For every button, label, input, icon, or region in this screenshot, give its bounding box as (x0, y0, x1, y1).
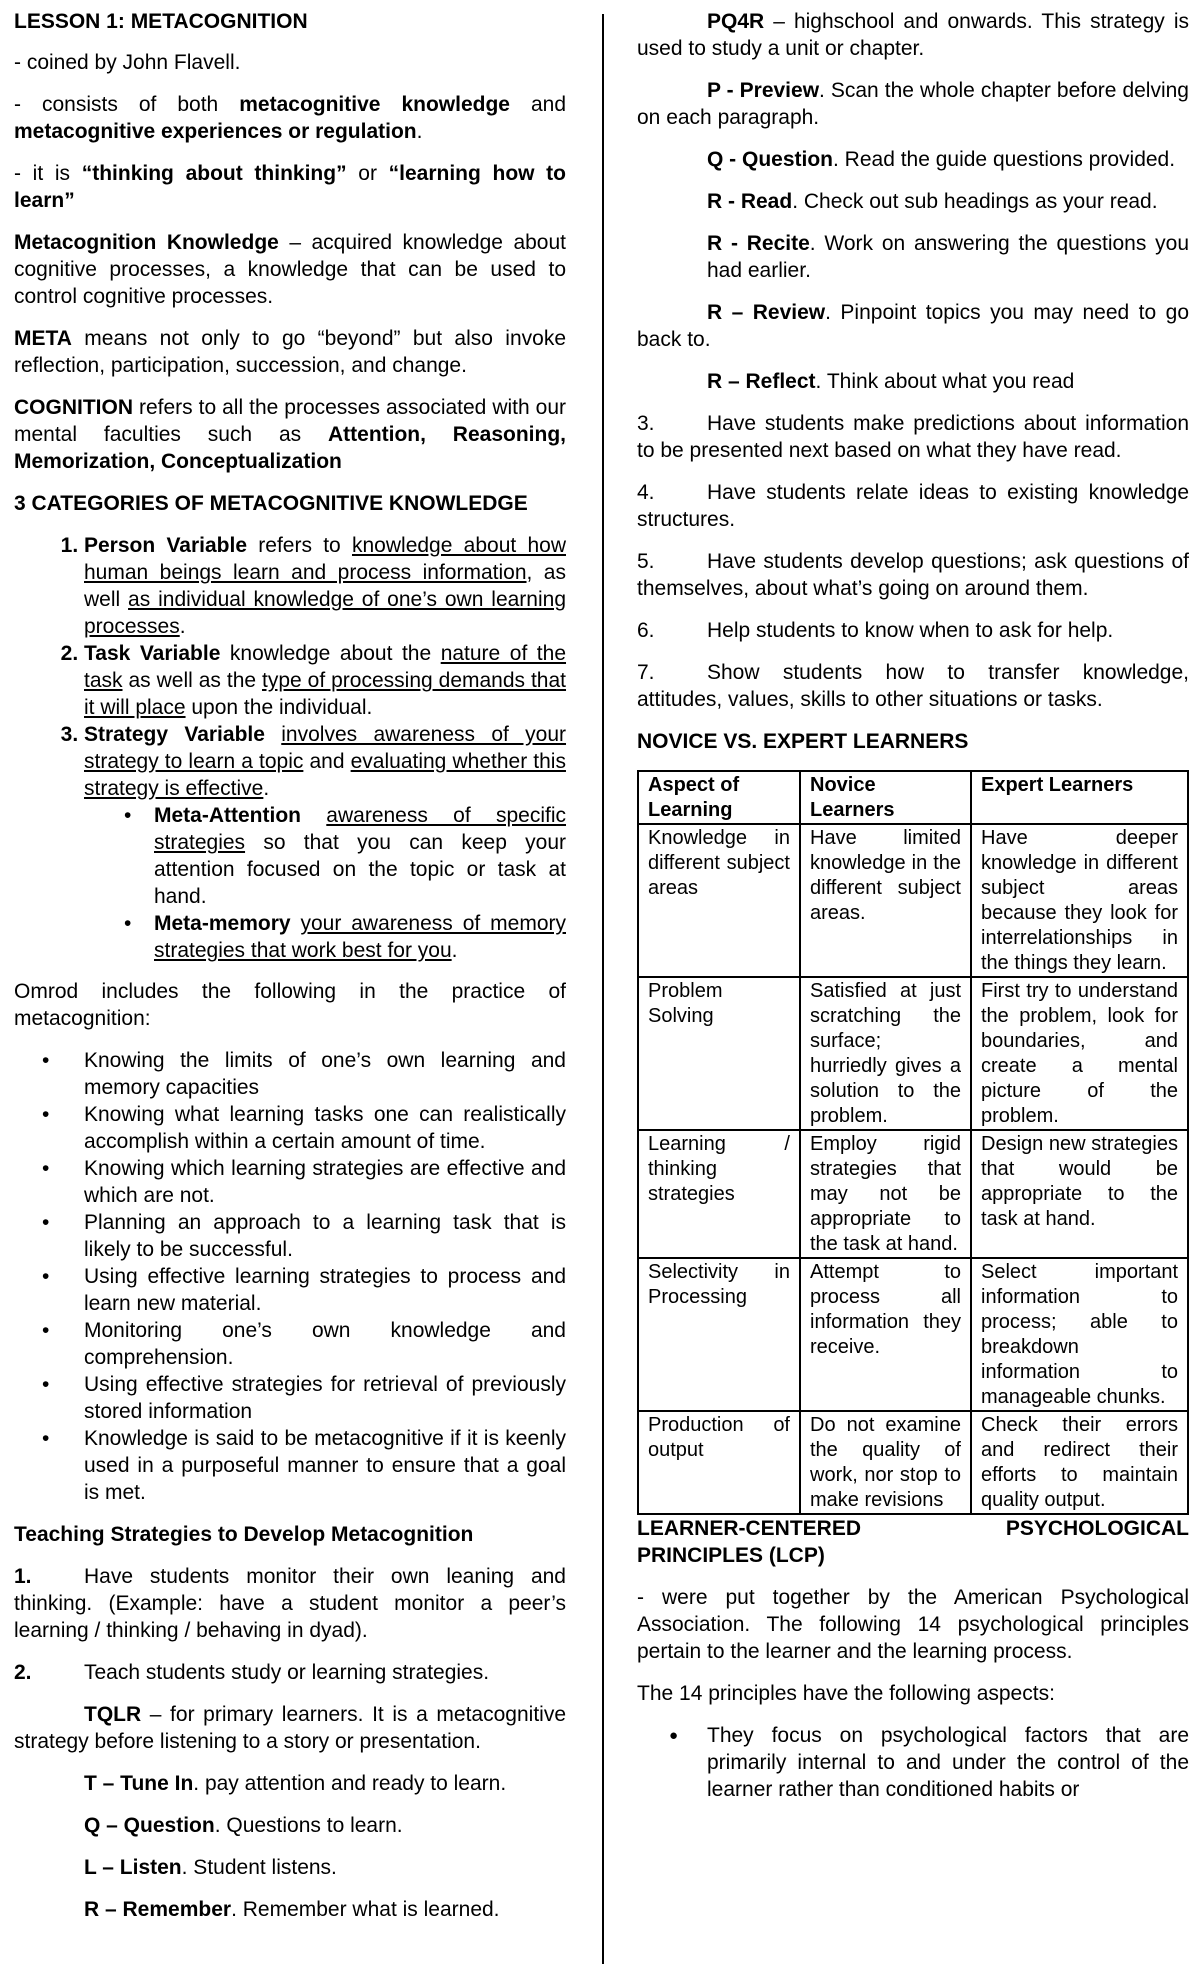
column-divider (602, 14, 604, 1964)
coined-line: - coined by John Flavell. (14, 51, 241, 74)
table-cell: Have deeper knowledge in different subject areas because they look for interrelationships in the things they learn. (971, 824, 1188, 977)
list-item: • Knowing the limits of one’s own learning and memory capacities (84, 1047, 566, 1101)
cognition-def: COGNITION refers to all the processes associated with our mental faculties such as Attention, Reasoning, Memorization, Conceptualization (14, 396, 566, 473)
pq4r-step-question: Q - Question. Read the guide questions provided. (707, 148, 1176, 171)
table-row (638, 1130, 1188, 1258)
metacognition-knowledge-def: Metacognition Knowledge – acquired knowledge about cognitive processes, a knowledge that can be used to control cognitive processes. (14, 231, 566, 308)
table-row (638, 1411, 1188, 1514)
meta-memory-item: • Meta-memory your awareness of memory strategies that work best for you. (154, 910, 566, 964)
table-header: Novice Learners (800, 771, 971, 824)
table-header-row (638, 771, 1188, 824)
consists-line: - consists of both metacognitive knowledge and metacognitive experiences or regulation. (14, 93, 567, 143)
pq4r-step-reflect: R – Reflect. Think about what you read (707, 370, 1075, 393)
list-item: • Using effective learning strategies to process and learn new material. (84, 1263, 566, 1317)
teaching-item-4: 4. Have students relate ideas to existing knowledge structures. (637, 481, 1189, 531)
category-task-variable: 2. Task Variable knowledge about the nature of the task as well as the type of processing demands that it will place upon the individual. (84, 640, 566, 721)
lcp-bullet-list (637, 1722, 1189, 1803)
table-cell: First try to understand the problem, look for boundaries, and create a mental picture of the problem. (971, 977, 1188, 1130)
table-cell: Attempt to process all information they receive. (800, 1258, 971, 1411)
table-cell: Problem Solving (638, 977, 800, 1130)
table-header: Aspect of Learning (638, 771, 800, 824)
table-row (638, 824, 1188, 977)
lcp-heading-cont: PRINCIPLES (LCP) (637, 1544, 825, 1567)
tqlr-def: TQLR – for primary learners. It is a metacognitive strategy before listening to a story or presentation. (14, 1703, 566, 1753)
category-strategy-variable: 3. Strategy Variable involves awareness of your strategy to learn a topic and evaluating whether this strategy is effective. • Meta-Attention awareness of specific strategies so that you can keep your attention focused on the topic or task at hand. • Meta-memory your awareness of memory strategies that work best for you. (84, 721, 566, 964)
omrod-intro: Omrod includes the following in the practice of metacognition: (14, 980, 566, 1030)
table-cell: Employ rigid strategies that may not be appropriate to the task at hand. (800, 1130, 971, 1258)
teaching-item-6: 6. Help students to know when to ask for help. (637, 619, 1114, 642)
category-person-variable: 1. Person Variable refers to knowledge about how human beings learn and process information, as well as individual knowledge of one’s own learning processes. (84, 532, 566, 640)
novice-expert-table (637, 770, 1189, 1515)
categories-list (14, 532, 566, 964)
table-cell: Production of output (638, 1411, 800, 1514)
list-item: • Knowing what learning tasks one can realistically accomplish within a certain amount of time. (84, 1101, 566, 1155)
table-cell: Have limited knowledge in the different subject areas. (800, 824, 971, 977)
list-item: • Using effective strategies for retrieval of previously stored information (84, 1371, 566, 1425)
tqlr-step: T – Tune In. pay attention and ready to learn. (84, 1772, 507, 1795)
tqlr-step: R – Remember. Remember what is learned. (84, 1898, 500, 1921)
left-column (14, 8, 566, 1938)
teaching-heading: Teaching Strategies to Develop Metacognition (14, 1523, 474, 1546)
list-item: • Knowing which learning strategies are effective and which are not. (84, 1155, 566, 1209)
table-cell: Check their errors and redirect their efforts to maintain quality output. (971, 1411, 1188, 1514)
tqlr-step: Q – Question. Questions to learn. (84, 1814, 403, 1837)
teaching-item-2: 2. Teach students study or learning strategies. (14, 1661, 490, 1684)
lesson-title: LESSON 1: METACOGNITION (14, 10, 308, 33)
table-header: Expert Learners (971, 771, 1188, 824)
novice-expert-heading: NOVICE VS. EXPERT LEARNERS (637, 730, 969, 753)
table-row (638, 1258, 1188, 1411)
pq4r-step-review: R – Review. Pinpoint topics you may need to go back to. (637, 301, 1189, 351)
list-item: ● They focus on psychological factors that are primarily internal to and under the control of the learner rather than conditioned habits or (707, 1722, 1189, 1803)
list-item: • Planning an approach to a learning task that is likely to be successful. (84, 1209, 566, 1263)
thinking-line: - it is “thinking about thinking” or “learning how to learn” (14, 162, 566, 212)
list-item: • Monitoring one’s own knowledge and comprehension. (84, 1317, 566, 1371)
tqlr-step: L – Listen. Student listens. (84, 1856, 337, 1879)
teaching-item-1: 1. Have students monitor their own leaning and thinking. (Example: have a student monitor a peer’s learning / thinking / behaving in dyad). (14, 1565, 566, 1642)
lcp-heading: LEARNER-CENTERED PSYCHOLOGICAL (637, 1517, 1189, 1540)
strategy-sublist (84, 802, 566, 964)
lcp-aspects: The 14 principles have the following aspects: (637, 1682, 1055, 1705)
categories-heading: 3 CATEGORIES OF METACOGNITIVE KNOWLEDGE (14, 492, 528, 515)
table-cell: Design new strategies that would be appropriate to the task at hand. (971, 1130, 1188, 1258)
table-cell: Selectivity in Processing (638, 1258, 800, 1411)
table-cell: Do not examine the quality of work, nor stop to make revisions (800, 1411, 971, 1514)
meta-def: META means not only to go “beyond” but also invoke reflection, participation, succession, and change. (14, 327, 566, 377)
teaching-item-3: 3. Have students make predictions about information to be presented next based on what they have read. (637, 412, 1189, 462)
pq4r-def: PQ4R – highschool and onwards. This strategy is used to study a unit or chapter. (637, 10, 1189, 60)
table-row (638, 977, 1188, 1130)
table-cell: Knowledge in different subject areas (638, 824, 800, 977)
list-item: • Knowledge is said to be metacognitive if it is keenly used in a purposeful manner to ensure that a goal is met. (84, 1425, 566, 1506)
omrod-list (14, 1047, 566, 1506)
pq4r-step-recite: R - Recite. Work on answering the questions you had earlier. (707, 232, 1190, 282)
table-cell: Satisfied at just scratching the surface; hurriedly gives a solution to the problem. (800, 977, 971, 1130)
teaching-item-5: 5. Have students develop questions; ask questions of themselves, about what’s going on around them. (637, 550, 1189, 600)
right-column (637, 8, 1189, 1803)
pq4r-step-read: R - Read. Check out sub headings as your read. (707, 190, 1158, 213)
lcp-intro: - were put together by the American Psychological Association. The following 14 psychological principles pertain to the learner and the learning process. (637, 1586, 1189, 1663)
pq4r-step-preview: P - Preview. Scan the whole chapter before delving on each paragraph. (637, 79, 1189, 129)
table-cell: Select important information to process; able to breakdown information to manageable chunks. (971, 1258, 1188, 1411)
table-cell: Learning / thinking strategies (638, 1130, 800, 1258)
teaching-item-7: 7. Show students how to transfer knowledge, attitudes, values, skills to other situations or tasks. (637, 661, 1189, 711)
meta-attention-item: • Meta-Attention awareness of specific strategies so that you can keep your attention focused on the topic or task at hand. (154, 802, 566, 910)
